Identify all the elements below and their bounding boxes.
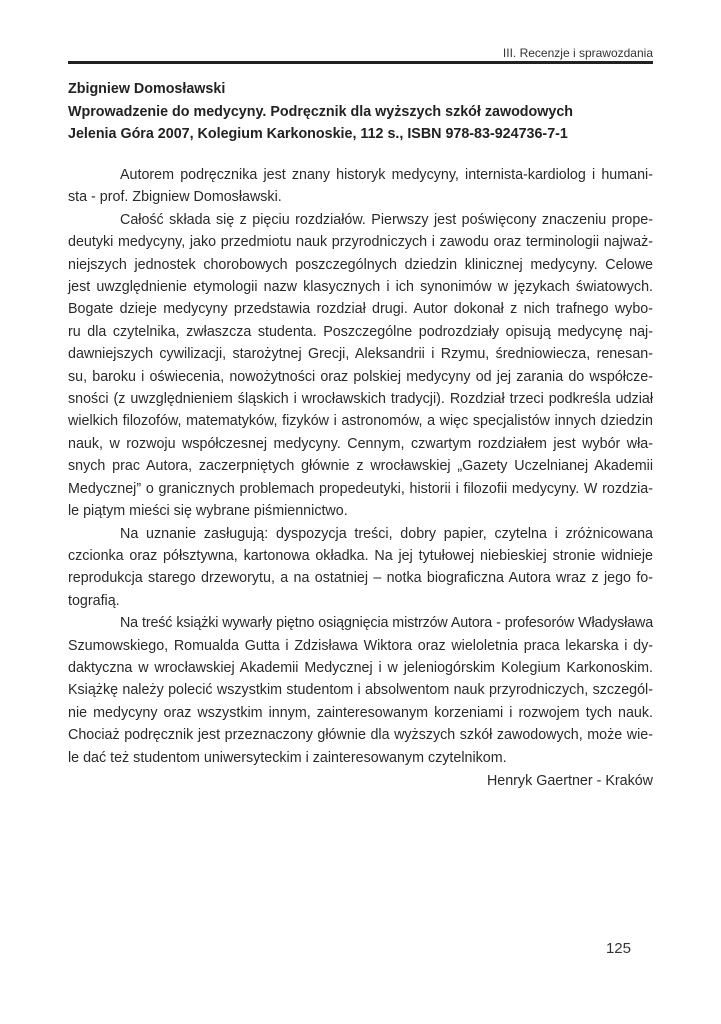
text-line: Szumowskiego, Romualda Gutta i Zdzisława Wiktora oraz wieloletnia praca lekarska i dy- — [68, 637, 653, 654]
text-line: Książkę należy polecić wszystkim studentom i absolwentom nauk przyrodniczych, szczegól- — [68, 682, 653, 699]
text-line: Na treść książki wywarły piętno osiągnięcia mistrzów Autora - profesorów Władysława — [120, 615, 653, 632]
text-line: le piątym mieści się wybrane piśmiennictwo. — [68, 503, 348, 520]
text-line: Autorem podręcznika jest znany historyk medycyny, internista-kardiolog i humani- — [120, 167, 653, 183]
text-line: Chociaż podręcznik jest przeznaczony głównie dla wyższych szkół zawodowych, może wie- — [68, 727, 653, 744]
text-line: dawniejszych cywilizacji, starożytnej Grecji, Aleksandrii i Rzymu, średniowiecza, renesan- — [68, 346, 653, 363]
text-line: tografią. — [68, 592, 120, 609]
text-line: reprodukcja starego drzeworytu, a na ostatniej – notka biograficzna Autora wraz z jego fo- — [68, 570, 653, 587]
text-line: nauk, w rozwoju współczesnej medycyny. Cennym, czwartym rozdziałem jest wybór wła- — [68, 435, 653, 452]
text-line: deutyki medycyny, jako przedmiotu nauk przyrodniczych i zawodu oraz terminologii najważ- — [68, 234, 653, 251]
paragraph — [68, 209, 653, 523]
book-author: Zbigniew Domosławski — [68, 81, 226, 97]
text-line: Bogate dzieje medycyny przedstawia rozdział drugi. Autor dokonał z nich trafnego wybo- — [68, 301, 653, 318]
text-line: le dać też studentom uniwersyteckim i zainteresowanym czytelnikom. — [68, 749, 507, 766]
text-line: Na uznanie zasługują: dyspozycja treści, dobry papier, czytelna i zróżnicowana — [120, 525, 653, 542]
text-line: Całość składa się z pięciu rozdziałów. Pierwszy jest poświęcony znaczeniu prope- — [120, 211, 653, 228]
text-line: sności (z uwzględnieniem śląskich i wrocławskich tradycji). Rozdział trzeci podkreśla udział — [68, 391, 653, 408]
book-title: Wprowadzenie do medycyny. Podręcznik dla wyższych szkół zawodowych — [68, 103, 574, 120]
text-line: ru dla czytelnika, zwłaszcza studenta. Poszczególne podrozdziały opisują medycynę naj- — [68, 323, 653, 340]
page-number: 125 — [605, 940, 631, 957]
paragraph — [68, 612, 653, 769]
text-line: daktyczna w wrocławskiej Akademii Medycznej i w jeleniogórskim Kolegium Karkonoskim. — [68, 659, 653, 676]
text-line: Medycznej” o granicznych problemach propedeutyki, historii i filozofii medycyny. W rozdzia- — [68, 480, 653, 497]
text-line: nie medycyny oraz wszystkim innym, zainteresowanym korzeniami i rozwojem tych nauk. — [68, 704, 653, 721]
header-rule — [68, 61, 653, 64]
review-signature: Henryk Gaertner - Kraków — [486, 773, 653, 789]
page — [68, 0, 653, 1024]
text-line: jest uwzględnienie etymologii nazw klasycznych i ich synonimów w językach światowych. — [68, 279, 653, 296]
text-line: su, baroku i oświecenia, nowożytności oraz polskiej medycyny od jej zarania do współcze- — [68, 368, 653, 385]
text-line: niejszych jednostek chorobowych poszczególnych dziedzin klinicznej medycyny. Celowe — [68, 256, 653, 273]
book-publication: Jelenia Góra 2007, Kolegium Karkonoskie, 112 s., ISBN 978-83-924736-7-1 — [68, 126, 568, 142]
paragraph — [68, 523, 653, 613]
review-body — [68, 164, 653, 769]
text-line: sta - prof. Zbigniew Domosławski. — [68, 189, 282, 206]
text-line: czcionka oraz półsztywna, kartonowa okładka. Na jej tytułowej niebieskiej stronie widnieje — [68, 547, 653, 564]
text-line: wielkich filozofów, matematyków, fizyków i astronomów, a więc specjalistów innych dziedzin — [68, 413, 653, 430]
paragraph — [68, 164, 653, 209]
bibliographic-entry — [68, 78, 653, 146]
running-header: III. Recenzje i sprawozdania — [502, 46, 653, 60]
text-line: snych prac Autora, zaczerpniętych głównie z wrocławskiej „Gazety Uczelnianej Akademii — [68, 458, 653, 475]
